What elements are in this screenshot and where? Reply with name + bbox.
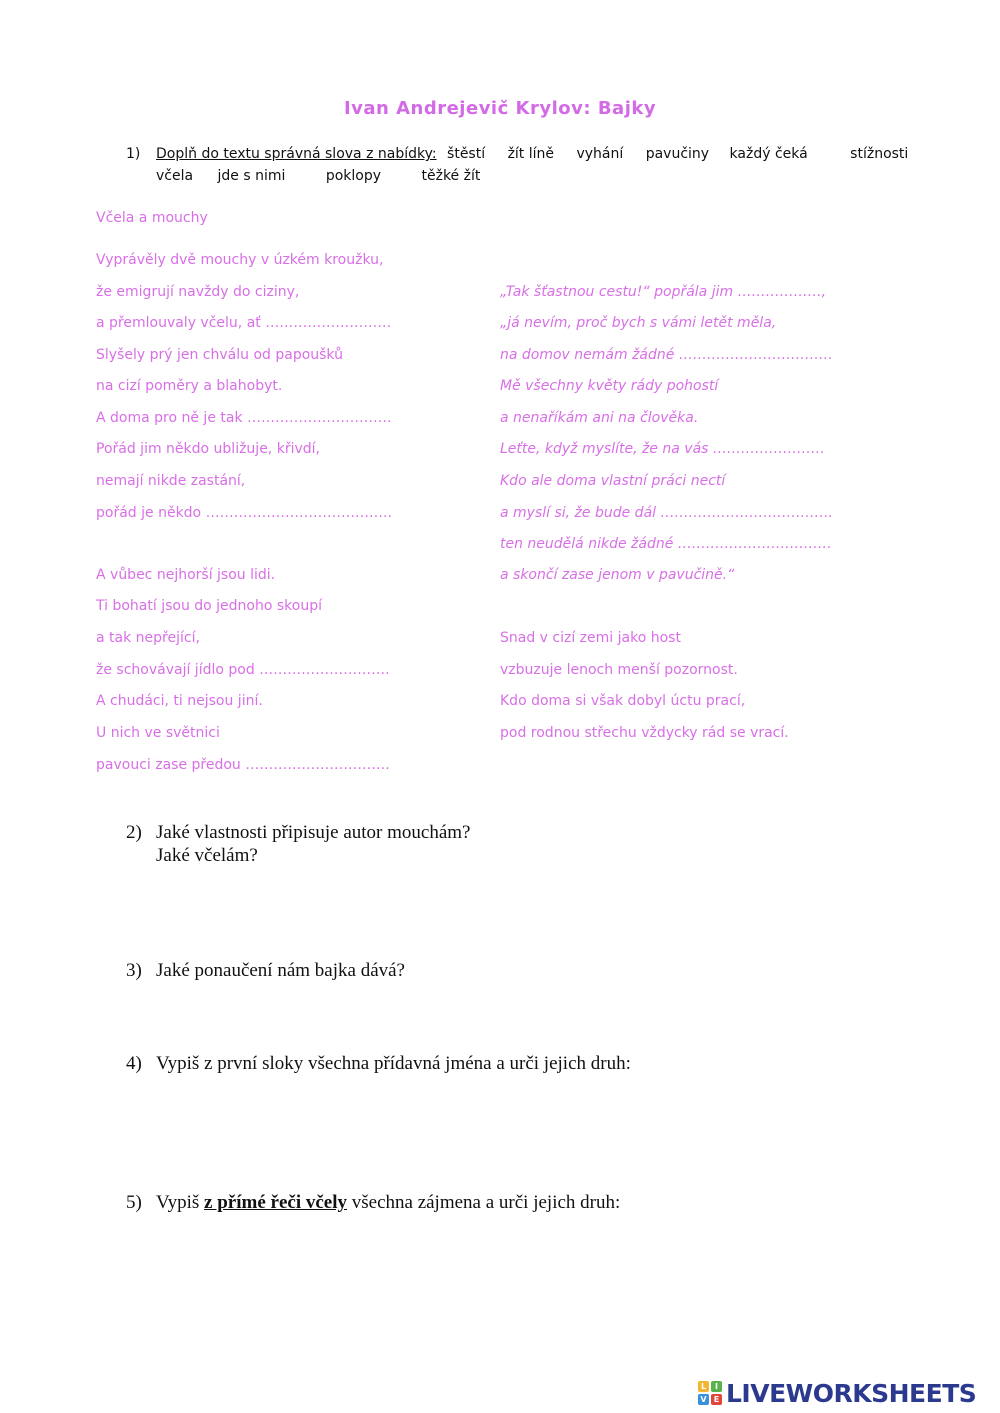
question-text xyxy=(156,1192,620,1214)
poem-line-right: Kdo ale doma vlastní práci nectí xyxy=(500,473,726,489)
question-subtext: Jaké včelám? xyxy=(156,845,258,866)
question-number: 4) xyxy=(126,1053,142,1074)
poem-line-right: Leťte, když myslíte, že na vás …………………… xyxy=(500,441,825,457)
question-text: Vypiš z první sloky všechna přídavná jména a urči jejich druh: xyxy=(156,1053,631,1074)
word-bank-item: vyhání xyxy=(576,146,624,162)
poem-line-left: A chudáci, ti nejsou jiní. xyxy=(96,693,263,709)
poem-line-right: vzbuzuje lenoch menší pozornost. xyxy=(500,662,738,678)
poem-line-left: U nich ve světnici xyxy=(96,725,220,741)
question-number: 5) xyxy=(126,1192,142,1213)
logo-text: LIVEWORKSHEETS xyxy=(726,1378,977,1408)
question-number: 3) xyxy=(126,960,142,981)
poem-line-left: A doma pro ně je tak …………………………. xyxy=(96,410,392,426)
poem-line-right: Kdo doma si však dobyl úctu prací, xyxy=(500,693,746,709)
poem-line-right: Snad v cizí zemi jako host xyxy=(500,630,681,646)
poem-line-left: na cizí poměry a blahobyt. xyxy=(96,378,283,394)
question-emphasis: z přímé řeči včely xyxy=(204,1192,347,1213)
poem-line-left: nemají nikde zastání, xyxy=(96,473,246,489)
poem-line-right: „já nevím, proč bych s vámi letět měla, xyxy=(500,315,777,331)
poem-line-right: pod rodnou střechu vždycky rád se vrací. xyxy=(500,725,789,741)
poem-line-right: a myslí si, že bude dál ………………………………. xyxy=(500,505,833,521)
poem-line-left: že emigrují navždy do ciziny, xyxy=(96,284,300,300)
poem-line-left: Pořád jim někdo ubližuje, křivdí, xyxy=(96,441,320,457)
question-text-end: všechna zájmena a urči jejich druh: xyxy=(351,1192,621,1213)
word-bank-item: žít líně xyxy=(507,146,555,162)
task-1-number: 1) xyxy=(126,146,141,162)
word-bank-item: poklopy xyxy=(325,168,382,184)
logo-cube: I xyxy=(711,1381,722,1392)
word-bank-line-2 xyxy=(156,168,480,184)
poem-line-left: Vyprávěly dvě mouchy v úzkém kroužku, xyxy=(96,252,384,268)
liveworksheets-logo xyxy=(698,1378,976,1408)
logo-cubes-icon xyxy=(698,1381,722,1405)
worksheet-title: Ivan Andrejevič Krylov: Bajky xyxy=(343,98,657,119)
poem-line-left: Ti bohatí jsou do jednoho skoupí xyxy=(96,598,323,614)
word-bank-item: pavučiny xyxy=(645,146,710,162)
question-text: Jaké vlastnosti připisuje autor mouchám? xyxy=(156,822,471,843)
poem-line-right: Mě všechny květy rády pohostí xyxy=(500,378,719,394)
question-text-start: Vypiš xyxy=(156,1192,200,1213)
question-text: Jaké ponaučení nám bajka dává? xyxy=(156,960,405,981)
logo-cube: L xyxy=(698,1381,709,1392)
poem-line-left: Slyšely prý jen chválu od papoušků xyxy=(96,347,343,363)
poem-line-right: „Tak šťastnou cestu!“ popřála jim ………………, xyxy=(500,284,827,300)
question-number: 2) xyxy=(126,822,142,843)
word-bank-item: štěstí xyxy=(447,146,486,162)
logo-cube: V xyxy=(698,1394,709,1405)
poem-line-left: pavouci zase předou …………………………. xyxy=(96,757,390,773)
poem-line-right: a nenaříkám ani na člověka. xyxy=(500,410,699,426)
task-1-instruction: Doplň do textu správná slova z nabídky: xyxy=(156,146,437,162)
word-bank-item: každý čeká xyxy=(729,146,808,162)
poem-line-left: a tak nepřející, xyxy=(96,630,200,646)
poem-line-right: a skončí zase jenom v pavučině.“ xyxy=(500,567,735,583)
word-bank-item: včela xyxy=(156,168,194,184)
word-bank-line-1 xyxy=(156,146,908,162)
word-bank-item: těžké žít xyxy=(421,168,481,184)
poem-line-left: A vůbec nejhorší jsou lidi. xyxy=(96,567,276,583)
logo-cube: E xyxy=(711,1394,722,1405)
poem-title: Včela a mouchy xyxy=(96,210,208,226)
poem-line-left: a přemlouvaly včelu, ať ……………………… xyxy=(96,315,392,331)
poem-line-right: na domov nemám žádné …………………………… xyxy=(500,347,833,363)
poem-line-left: pořád je někdo …………………………………. xyxy=(96,505,393,521)
poem-line-right: ten neudělá nikde žádné …………………………… xyxy=(500,536,832,552)
poem-line-left: že schovávají jídlo pod ………………………. xyxy=(96,662,390,678)
word-bank-item: stížnosti xyxy=(850,146,909,162)
word-bank-item: jde s nimi xyxy=(217,168,286,184)
